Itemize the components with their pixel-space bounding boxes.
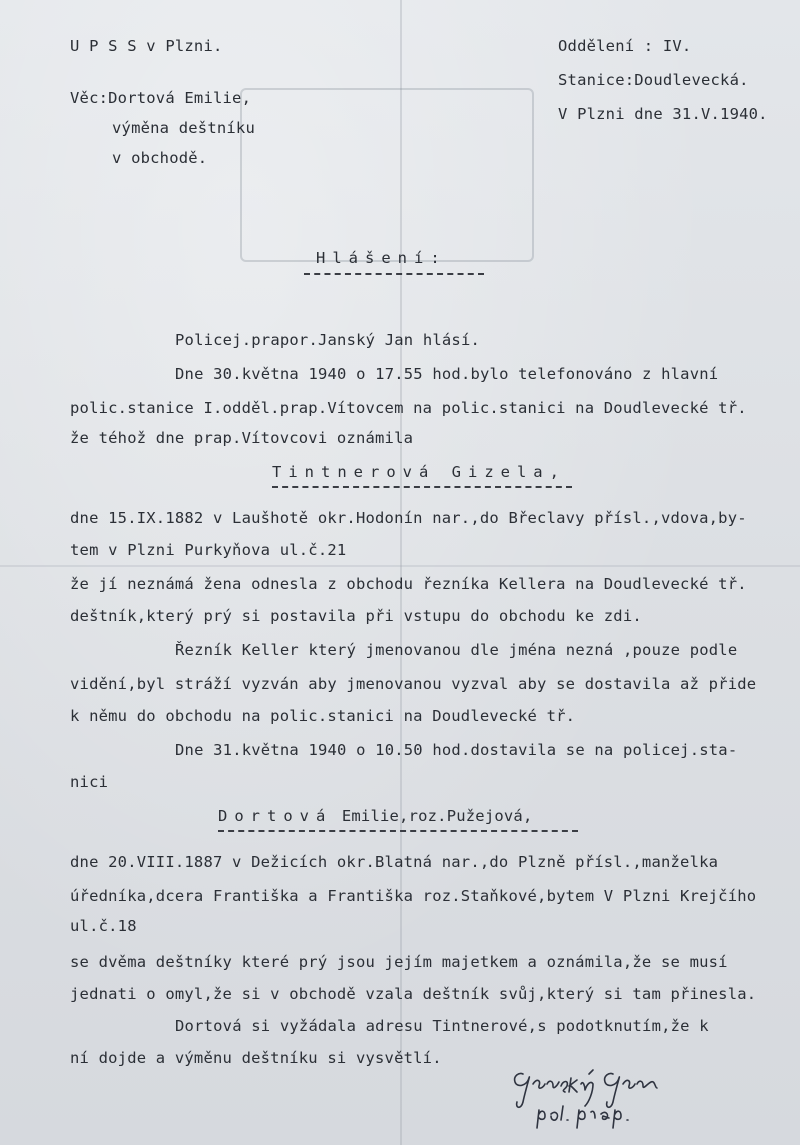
office-name: U P S S v Plzni. xyxy=(70,37,223,55)
p5-line-2: úředníka,dcera Františka a Františka roz.Staňkové,bytem V Plzni Krejčího xyxy=(70,887,757,905)
paper-fold-horizontal xyxy=(0,565,800,567)
p5-line-3: ul.č.18 xyxy=(70,917,137,935)
p3-line-1: Řezník Keller který jmenovanou dle jména nezná ,pouze podle xyxy=(175,641,738,659)
person2-name xyxy=(218,806,533,826)
p5-line-5: jednati o omyl,že si v obchodě vzala deštník svůj,který si tam přinesla. xyxy=(70,985,757,1003)
report-title: Hlášení: xyxy=(316,249,447,267)
person2-surname: Dortová xyxy=(218,807,333,825)
p5-line-4: se dvěma deštníky které prý jsou jejím majetkem a oznámila,že se musí xyxy=(70,953,728,971)
station: Stanice:Doudlevecká. xyxy=(558,71,749,89)
p2-line-1: dne 15.IX.1882 v Laušhotě okr.Hodonín nar.,do Břeclavy přísl.,vdova,by- xyxy=(70,509,747,527)
title-underline xyxy=(304,273,484,275)
p2-line-3: že jí neznámá žena odnesla z obchodu řezníka Kellera na Doudlevecké tř. xyxy=(70,575,747,593)
faded-stamp xyxy=(240,88,534,262)
subject-line-3: v obchodě. xyxy=(112,149,208,167)
p6-line-1: Dortová si vyžádala adresu Tintnerové,s podotknutím,že k xyxy=(175,1017,709,1035)
p1-line-3: že téhož dne prap.Vítovcovi oznámila xyxy=(70,429,414,447)
p3-line-2: vidění,byl stráží vyzván aby jmenovanou vyzval aby se dostavila až přide xyxy=(70,675,757,693)
subject-line-2: výměna deštníku xyxy=(112,119,255,137)
p2-line-2: tem v Plzni Purkyňova ul.č.21 xyxy=(70,541,347,559)
intro-line: Policej.prapor.Janský Jan hlásí. xyxy=(175,331,481,349)
p1-line-1: Dne 30.května 1940 o 17.55 hod.bylo telefonováno z hlavní xyxy=(175,365,719,383)
p5-line-1: dne 20.VIII.1887 v Dežicích okr.Blatná nar.,do Plzně přísl.,manželka xyxy=(70,853,719,871)
p4-line-2: nici xyxy=(70,773,109,791)
department: Oddělení : IV. xyxy=(558,37,692,55)
p6-line-2: ní dojde a výměnu deštníku si vysvětlí. xyxy=(70,1049,442,1067)
p1-line-2: polic.stanice I.odděl.prap.Vítovcem na polic.stanici na Doudlevecké tř. xyxy=(70,399,747,417)
person1-name: Tintnerová Gizela, xyxy=(272,463,566,481)
place-date: V Plzni dne 31.V.1940. xyxy=(558,105,768,123)
subject-line-1: Věc:Dortová Emilie, xyxy=(70,89,252,107)
person1-underline xyxy=(272,486,572,488)
p3-line-3: k němu do obchodu na polic.stanici na Doudlevecké tř. xyxy=(70,707,576,725)
person2-name-rest: Emilie,roz.Pužejová, xyxy=(332,807,533,825)
person2-underline xyxy=(218,830,578,832)
p2-line-4: deštník,který prý si postavila při vstupu do obchodu ke zdi. xyxy=(70,607,642,625)
handwritten-signature xyxy=(505,1062,705,1132)
p4-line-1: Dne 31.května 1940 o 10.50 hod.dostavila se na policej.sta- xyxy=(175,741,738,759)
